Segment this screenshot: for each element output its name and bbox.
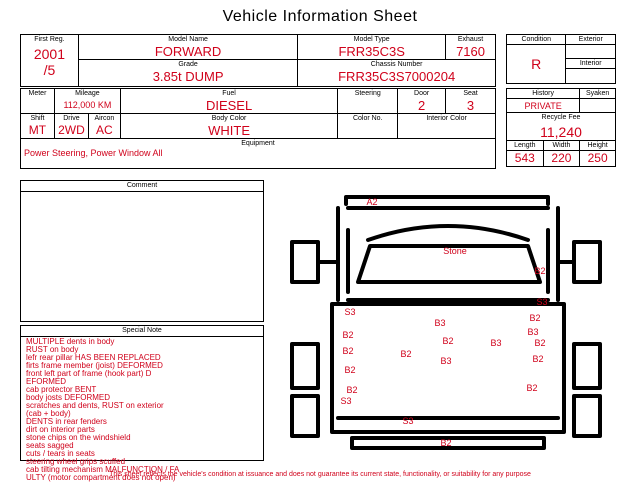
- note-line: cuts / tears in seats: [26, 449, 95, 458]
- history-label: History: [532, 90, 555, 97]
- syaken-label: Syaken: [585, 90, 610, 97]
- mark-b2: B2: [526, 383, 538, 393]
- exhaust-label: Exhaust: [457, 36, 484, 43]
- mark-s3: S3: [536, 297, 548, 307]
- grade-label: Grade: [178, 61, 198, 68]
- mark-b2: B2: [440, 438, 452, 448]
- model-type-label: Model Type: [353, 36, 390, 43]
- note-line: seats sagged: [26, 441, 74, 450]
- mark-s3: S3: [344, 307, 356, 317]
- note-line: DENTS in rear fenders: [26, 417, 107, 426]
- aircon-value: AC: [96, 123, 113, 137]
- drive-value: 2WD: [58, 123, 85, 137]
- mark-b2: B2: [400, 349, 412, 359]
- wheel-front-left: [292, 242, 318, 282]
- note-line: scratches and dents, RUST on exterior: [26, 401, 164, 410]
- shift-value: MT: [28, 123, 47, 137]
- note-line: EFORMED: [26, 377, 66, 386]
- note-line: RUST on body: [26, 345, 79, 354]
- mark-b2: B2: [534, 266, 546, 276]
- shift-label: Shift: [30, 115, 45, 122]
- note-line: ULTY (motor compartment does not open): [26, 473, 176, 482]
- mark-b3: B3: [434, 318, 446, 328]
- height-label: Height: [587, 142, 608, 149]
- mark-b2: B2: [342, 346, 354, 356]
- mileage-value: 112,000 KM: [63, 100, 112, 110]
- mileage-label: Mileage: [75, 90, 100, 97]
- drive-label: Drive: [63, 115, 80, 122]
- mark-b2: B2: [344, 365, 356, 375]
- comment-label: Comment: [126, 182, 158, 189]
- body-color-label: Body Color: [211, 115, 247, 122]
- grade-value: 3.85t DUMP: [152, 69, 224, 84]
- first-reg-year: 2001: [33, 46, 66, 62]
- color-no-label: Color No.: [352, 115, 383, 122]
- meter-label: Meter: [28, 90, 47, 97]
- mark-b2: B2: [534, 338, 546, 348]
- chassis-label: Chassis Number: [370, 61, 423, 68]
- door-label: Door: [414, 90, 430, 97]
- special-note-label: Special Note: [122, 327, 162, 334]
- equipment-label: Equipment: [241, 140, 275, 147]
- first-reg-month: /5: [43, 62, 56, 78]
- note-line: MULTIPLE dents in body: [26, 337, 115, 346]
- interior-label: Interior: [579, 60, 602, 67]
- chassis-value: FRR35C3S7000204: [338, 69, 456, 84]
- history-value: PRIVATE: [524, 101, 562, 111]
- note-line: lefr rear pillar HAS BEEN REPLACED: [26, 353, 161, 362]
- mark-b2: B2: [532, 354, 544, 364]
- wheel-rear-right-a: [574, 344, 600, 388]
- note-line: dirt on interior parts: [26, 425, 95, 434]
- model-name-value: FORWARD: [154, 44, 222, 59]
- interior-color-label: Interior Color: [426, 115, 467, 122]
- mark-b2: B2: [342, 330, 354, 340]
- height-value: 250: [587, 151, 608, 165]
- note-line: cab tilting mechanism MALFUNCTION / FA: [26, 465, 180, 474]
- mark-b2: B2: [346, 385, 358, 395]
- first-reg-label: First Reg.: [34, 36, 65, 43]
- recycle-value: 11,240: [540, 124, 582, 140]
- cab-roof-curve: [368, 226, 528, 240]
- sheet-title: Vehicle Information Sheet: [222, 8, 418, 25]
- mark-b3: B3: [440, 356, 452, 366]
- mark-b3: B3: [490, 338, 502, 348]
- fuel-label: Fuel: [222, 90, 236, 97]
- body-color-value: WHITE: [208, 123, 251, 138]
- width-label: Width: [552, 142, 571, 149]
- wheel-rear-left-b: [292, 396, 318, 436]
- note-line: front left part of frame (hook part) D: [26, 369, 152, 378]
- note-line: steering wheel grips scuffed: [26, 457, 126, 466]
- condition-value: R: [531, 56, 542, 72]
- wheel-rear-left-a: [292, 344, 318, 388]
- door-value: 2: [418, 98, 426, 113]
- length-value: 543: [514, 151, 535, 165]
- mark-b3: B3: [527, 327, 539, 337]
- length-label: Length: [514, 142, 536, 149]
- note-line: firts frame member (joist) DEFORMED: [26, 361, 163, 370]
- recycle-label: Recycle Fee: [541, 114, 581, 121]
- aircon-label: Aircon: [94, 115, 115, 122]
- cargo-body: [332, 304, 564, 432]
- steering-label: Steering: [354, 90, 381, 97]
- note-line: cab protector BENT: [26, 385, 97, 394]
- model-type-value: FRR35C3S: [338, 44, 405, 59]
- width-value: 220: [551, 151, 572, 165]
- exterior-label: Exterior: [578, 36, 603, 43]
- condition-label: Condition: [521, 36, 552, 43]
- mark-s3: S3: [340, 396, 352, 406]
- disclaimer-footer: This sheet reflects the vehicle's condition at issuance and does not guarantee its current state, functionality, or suitability for any purpose: [109, 471, 531, 478]
- exhaust-value: 7160: [456, 44, 485, 59]
- note-line: stone chips on the windshield: [26, 433, 131, 442]
- note-line: (cab + body): [26, 409, 71, 418]
- equipment-value: Power Steering, Power Window All: [24, 148, 163, 158]
- mark-s3: S3: [402, 416, 414, 426]
- fuel-value: DIESEL: [205, 98, 253, 113]
- mark-b2: B2: [442, 336, 454, 346]
- seat-label: Seat: [463, 90, 478, 97]
- model-name-label: Model Name: [168, 36, 208, 43]
- wheel-front-right: [574, 242, 600, 282]
- wheel-rear-right-b: [574, 396, 600, 436]
- seat-value: 3: [466, 98, 475, 113]
- mark-b2: B2: [529, 313, 541, 323]
- mark-stone: Stone: [443, 246, 467, 256]
- mark-a2: A2: [366, 197, 378, 207]
- note-line: body josts DEFORMED: [26, 393, 111, 402]
